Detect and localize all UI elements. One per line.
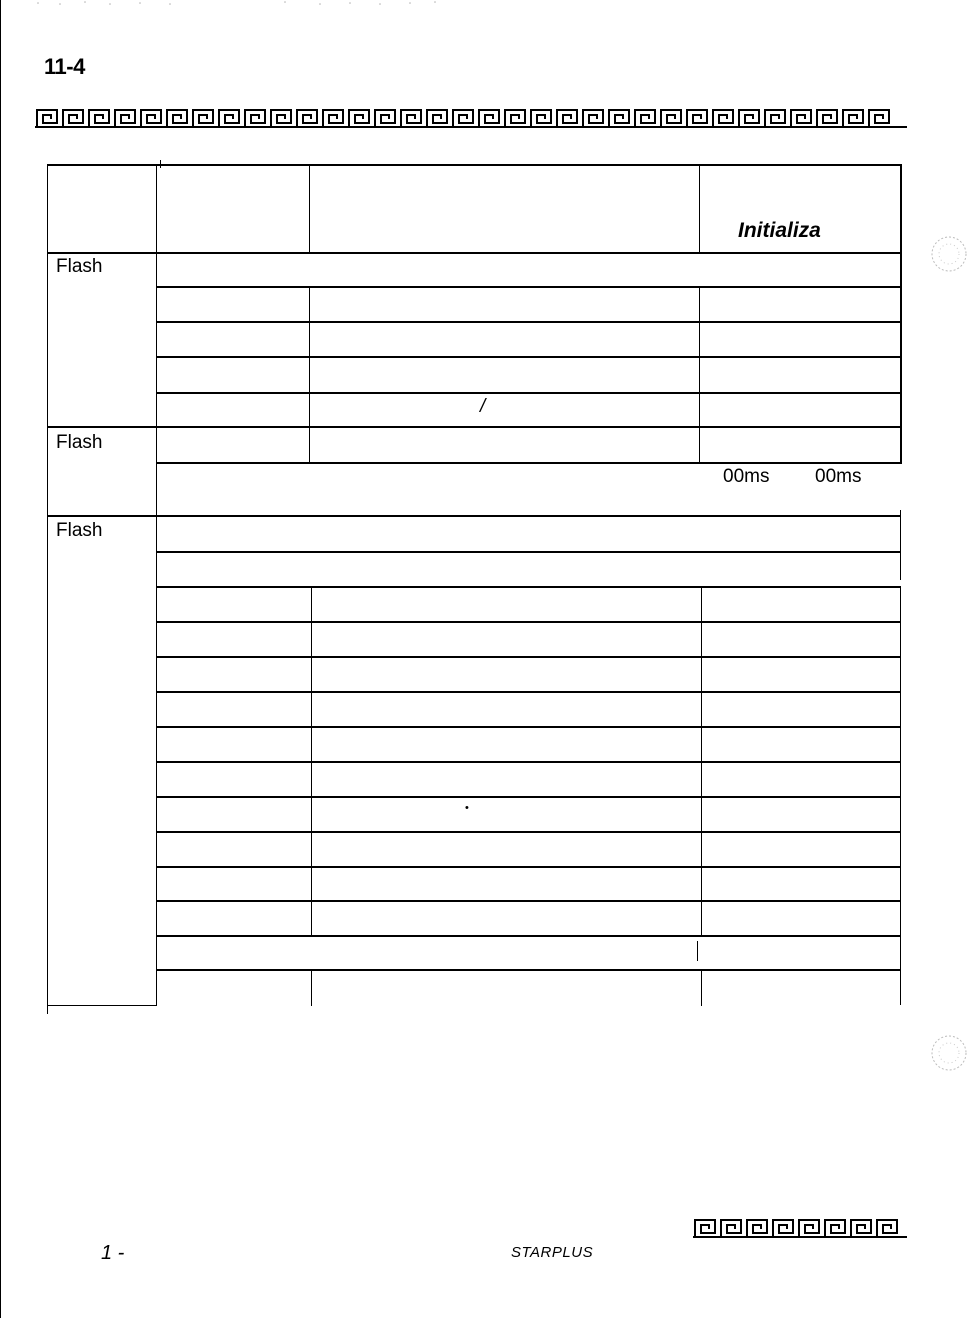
timing-value-1: 00ms <box>723 466 770 487</box>
group-label-flash-3: Flash <box>56 520 103 541</box>
table-row-line <box>156 621 901 623</box>
table-left-border <box>47 164 48 1014</box>
stray-mark <box>160 160 161 168</box>
table-row-line <box>156 392 901 394</box>
scan-blotch-bottom <box>928 1033 970 1073</box>
column-divider <box>156 164 157 1006</box>
table-row-line <box>156 462 901 464</box>
footer-page-number: 1 - <box>101 1242 125 1264</box>
dot-mark: • <box>465 802 469 814</box>
greek-key-pattern <box>693 1220 907 1237</box>
table-row-line <box>156 356 901 358</box>
greek-key-pattern <box>35 110 907 127</box>
timing-value-2: 00ms <box>815 466 862 487</box>
table-row-line <box>156 900 901 902</box>
group-label-flash-1: Flash <box>56 256 103 277</box>
column-divider <box>701 970 702 1006</box>
table-row-line <box>156 796 901 798</box>
table-row-line <box>47 1005 157 1006</box>
table-row-line <box>156 656 901 658</box>
table-row-line <box>47 515 901 517</box>
stray-mark <box>697 941 698 961</box>
column-divider <box>309 164 310 253</box>
slash-mark: / <box>480 396 486 417</box>
table-row-line <box>47 426 901 428</box>
column-divider <box>311 970 312 1006</box>
table-row-line <box>156 586 901 588</box>
scan-speckle <box>30 0 450 8</box>
table-row-line <box>156 726 901 728</box>
table-top-border <box>47 164 901 166</box>
table-row-line <box>156 935 901 937</box>
column-divider <box>309 287 310 463</box>
scan-blotch-top <box>928 234 970 274</box>
table-row-line <box>156 969 901 971</box>
initialization-column-header: Initializa <box>738 219 821 242</box>
greek-key-border-top <box>35 108 907 128</box>
footer-product-name: STARPLUS <box>511 1244 594 1261</box>
table-right-border <box>900 510 901 580</box>
table-row-line <box>156 866 901 868</box>
table-row-line <box>156 691 901 693</box>
column-divider <box>699 287 700 463</box>
table-right-border <box>900 164 902 464</box>
left-binding-rule <box>0 0 1 1318</box>
page-number: 11-4 <box>44 54 85 79</box>
table-row-line <box>156 286 901 288</box>
table-row-line <box>47 252 901 254</box>
group-label-flash-2: Flash <box>56 432 103 453</box>
table-row-line <box>156 321 901 323</box>
table-row-line <box>156 551 901 553</box>
table-row-line <box>156 761 901 763</box>
table-row-line <box>156 831 901 833</box>
column-divider <box>699 164 700 253</box>
greek-key-border-bottom <box>693 1218 907 1238</box>
